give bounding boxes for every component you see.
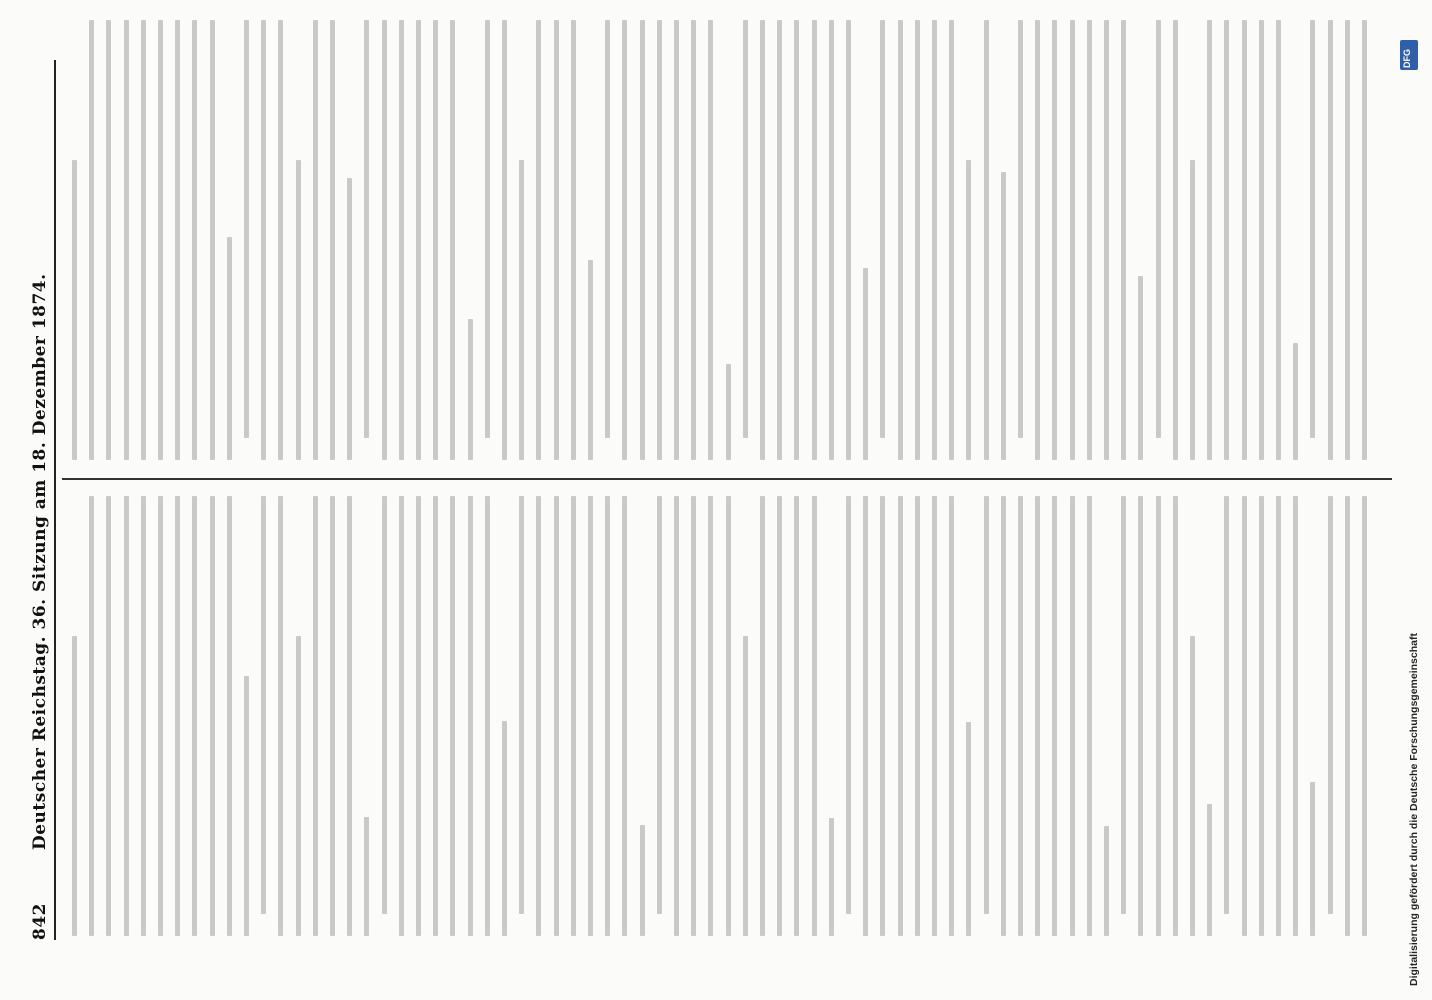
text-line [1138, 276, 1143, 460]
text-line [1345, 20, 1350, 460]
text-line [571, 496, 576, 936]
text-line [984, 20, 989, 460]
text-line [966, 160, 971, 460]
text-line [519, 496, 524, 914]
text-line [502, 721, 507, 936]
text-line [1293, 343, 1298, 460]
text-column-left [66, 496, 1396, 936]
text-line [554, 20, 559, 460]
text-line [1328, 496, 1333, 914]
page-number: 842 [30, 903, 50, 940]
text-line [192, 20, 197, 460]
running-title: Deutscher Reichstag. 36. Sitzung am 18. Dezember 1874. [30, 273, 50, 850]
text-line [915, 20, 920, 460]
text-line [347, 178, 352, 460]
text-line [880, 496, 885, 936]
text-line [812, 20, 817, 460]
text-line [468, 496, 473, 936]
credit-text: Digitalisierung gefördert durch die Deutsche Forschungsgemeinschaft [1408, 633, 1420, 986]
text-line [468, 319, 473, 460]
text-line [1310, 20, 1315, 438]
text-line [657, 20, 662, 460]
text-line [932, 496, 937, 936]
text-line [313, 496, 318, 936]
text-line [382, 20, 387, 460]
text-line [605, 496, 610, 936]
page-header [24, 60, 56, 940]
text-line [296, 636, 301, 936]
text-line [674, 496, 679, 936]
text-line [846, 496, 851, 914]
text-line [72, 636, 77, 936]
text-line [330, 20, 335, 460]
text-line [1087, 20, 1092, 460]
text-line [588, 496, 593, 936]
text-line [227, 496, 232, 936]
text-line [829, 818, 834, 936]
text-line [1207, 20, 1212, 460]
text-line [1070, 496, 1075, 936]
text-line [1018, 20, 1023, 438]
text-line [726, 364, 731, 460]
text-column-right [66, 20, 1396, 460]
text-line [1121, 496, 1126, 914]
text-line [1276, 496, 1281, 936]
text-line [640, 825, 645, 936]
text-line [1156, 20, 1161, 438]
text-line [863, 496, 868, 936]
text-line [1173, 20, 1178, 460]
text-line [1052, 20, 1057, 460]
text-line [880, 20, 885, 438]
text-line [1207, 804, 1212, 936]
text-line [106, 20, 111, 460]
text-line [984, 496, 989, 914]
text-line [141, 20, 146, 460]
text-line [777, 496, 782, 936]
text-line [691, 20, 696, 460]
text-line [1259, 20, 1264, 460]
text-line [571, 20, 576, 460]
text-line [1138, 496, 1143, 936]
text-line [364, 20, 369, 438]
text-line [812, 496, 817, 936]
text-line [364, 817, 369, 936]
text-line [846, 20, 851, 460]
text-line [1035, 496, 1040, 936]
text-line [708, 496, 713, 936]
text-line [519, 160, 524, 460]
text-line [1104, 826, 1109, 936]
text-line [450, 20, 455, 460]
text-line [1310, 782, 1315, 936]
text-line [450, 496, 455, 936]
text-line [657, 496, 662, 914]
text-line [158, 20, 163, 460]
column-divider [62, 479, 1392, 481]
text-line [760, 20, 765, 460]
text-line [89, 496, 94, 936]
text-line [1070, 20, 1075, 460]
text-line [640, 20, 645, 460]
text-line [829, 20, 834, 460]
text-line [622, 496, 627, 936]
text-line [175, 20, 180, 460]
text-line [1173, 496, 1178, 936]
text-line [416, 20, 421, 460]
text-line [210, 20, 215, 460]
text-line [382, 496, 387, 914]
text-line [777, 20, 782, 460]
text-line [605, 20, 610, 438]
text-line [89, 20, 94, 460]
text-line [124, 496, 129, 936]
text-line [536, 496, 541, 936]
text-line [485, 496, 490, 936]
text-line [1224, 20, 1229, 460]
text-line [1035, 20, 1040, 460]
text-line [554, 496, 559, 936]
text-line [726, 496, 731, 936]
text-line [330, 496, 335, 936]
text-line [502, 20, 507, 460]
text-line [949, 496, 954, 936]
text-line [72, 160, 77, 460]
text-line [794, 20, 799, 460]
text-line [588, 260, 593, 460]
text-line [158, 496, 163, 936]
text-line [485, 20, 490, 438]
text-line [1190, 160, 1195, 460]
text-line [1242, 20, 1247, 460]
text-line [1276, 20, 1281, 460]
text-line [622, 20, 627, 460]
text-line [1362, 496, 1367, 936]
text-line [1121, 20, 1126, 460]
text-line [794, 496, 799, 936]
text-line [1362, 20, 1367, 460]
text-line [399, 20, 404, 460]
text-line [1242, 496, 1247, 936]
text-line [141, 496, 146, 936]
text-line [1156, 496, 1161, 936]
text-line [433, 496, 438, 936]
text-line [1259, 496, 1264, 936]
text-line [106, 496, 111, 936]
text-line [966, 722, 971, 936]
text-line [691, 496, 696, 936]
text-line [949, 20, 954, 460]
text-line [244, 20, 249, 438]
text-line [261, 20, 266, 460]
text-line [261, 496, 266, 914]
text-line [1052, 496, 1057, 936]
text-line [932, 20, 937, 460]
text-line [743, 20, 748, 438]
text-line [1104, 20, 1109, 460]
text-line [1087, 496, 1092, 936]
text-line [313, 20, 318, 460]
text-line [124, 20, 129, 460]
text-line [278, 20, 283, 460]
text-line [1190, 636, 1195, 936]
text-line [863, 268, 868, 460]
text-line [708, 20, 713, 460]
digitization-credit [1386, 36, 1430, 986]
text-line [898, 496, 903, 936]
text-line [210, 496, 215, 936]
text-line [192, 496, 197, 936]
text-line [175, 496, 180, 936]
text-line [674, 20, 679, 460]
text-line [1224, 496, 1229, 914]
text-line [1001, 172, 1006, 460]
dfg-logo: DFG [1400, 40, 1418, 70]
text-line [1345, 496, 1350, 936]
text-line [278, 496, 283, 936]
text-line [898, 20, 903, 460]
text-line [244, 676, 249, 936]
text-line [347, 496, 352, 936]
text-line [1001, 496, 1006, 936]
text-line [1328, 20, 1333, 460]
text-line [743, 636, 748, 936]
text-line [1018, 496, 1023, 936]
text-line [760, 496, 765, 936]
text-line [433, 20, 438, 460]
text-line [227, 237, 232, 460]
text-line [1293, 496, 1298, 936]
text-line [536, 20, 541, 460]
text-line [416, 496, 421, 936]
text-line [399, 496, 404, 936]
text-line [296, 160, 301, 460]
text-line [915, 496, 920, 936]
